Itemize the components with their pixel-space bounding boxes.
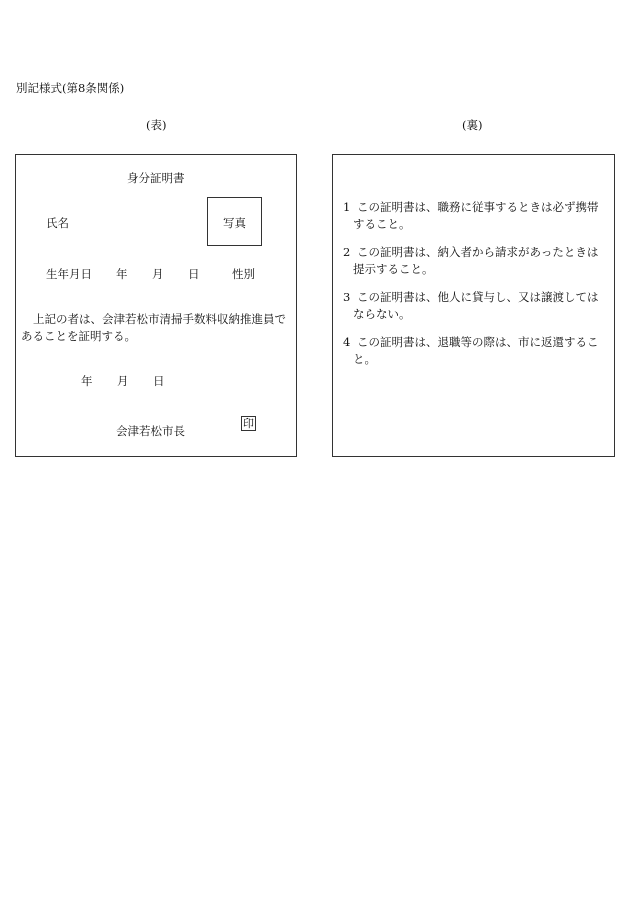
certification-statement	[21, 311, 296, 345]
sex-label: 性別	[232, 267, 255, 281]
note-number: 3	[343, 290, 351, 304]
note-number: 4	[343, 335, 351, 349]
note-text: この証明書は、納入者から請求があったときは提示すること。	[353, 245, 599, 276]
notes-list	[343, 199, 608, 379]
name-label: 氏名	[46, 216, 69, 230]
note-text: この証明書は、他人に貸与し、又は譲渡してはならない。	[353, 290, 599, 321]
certificate-front	[15, 154, 297, 457]
certificate-back	[332, 154, 615, 457]
note-number: 2	[343, 245, 351, 259]
issue-year-label: 年	[81, 374, 93, 388]
birth-month-label: 月	[152, 267, 164, 281]
photo-label: 写真	[223, 216, 246, 230]
note-item-3	[343, 289, 608, 323]
statement-line-2: あることを証明する。	[21, 329, 136, 343]
photo-box	[207, 197, 262, 246]
birth-day-label: 日	[188, 267, 200, 281]
seal-mark	[241, 416, 256, 431]
birthdate-label: 生年月日	[46, 267, 92, 281]
note-item-2	[343, 244, 608, 278]
note-text: この証明書は、職務に従事するときは必ず携帯すること。	[353, 200, 599, 231]
note-item-4	[343, 334, 608, 368]
note-item-1	[343, 199, 608, 233]
statement-line-1: 上記の者は、会津若松市清掃手数料収納推進員で	[33, 312, 286, 326]
birth-year-label: 年	[116, 267, 128, 281]
back-side-label: (裏)	[462, 118, 483, 132]
front-side-label: (表)	[146, 118, 167, 132]
issue-day-label: 日	[153, 374, 165, 388]
document-heading: 別記様式(第8条関係)	[16, 81, 125, 95]
seal-label: 印	[243, 417, 254, 430]
issue-month-label: 月	[117, 374, 129, 388]
note-text: この証明書は、退職等の際は、市に返還すること。	[353, 335, 599, 366]
certificate-title: 身分証明書	[127, 171, 185, 185]
issuer-name: 会津若松市長	[116, 424, 185, 438]
note-number: 1	[343, 200, 351, 214]
